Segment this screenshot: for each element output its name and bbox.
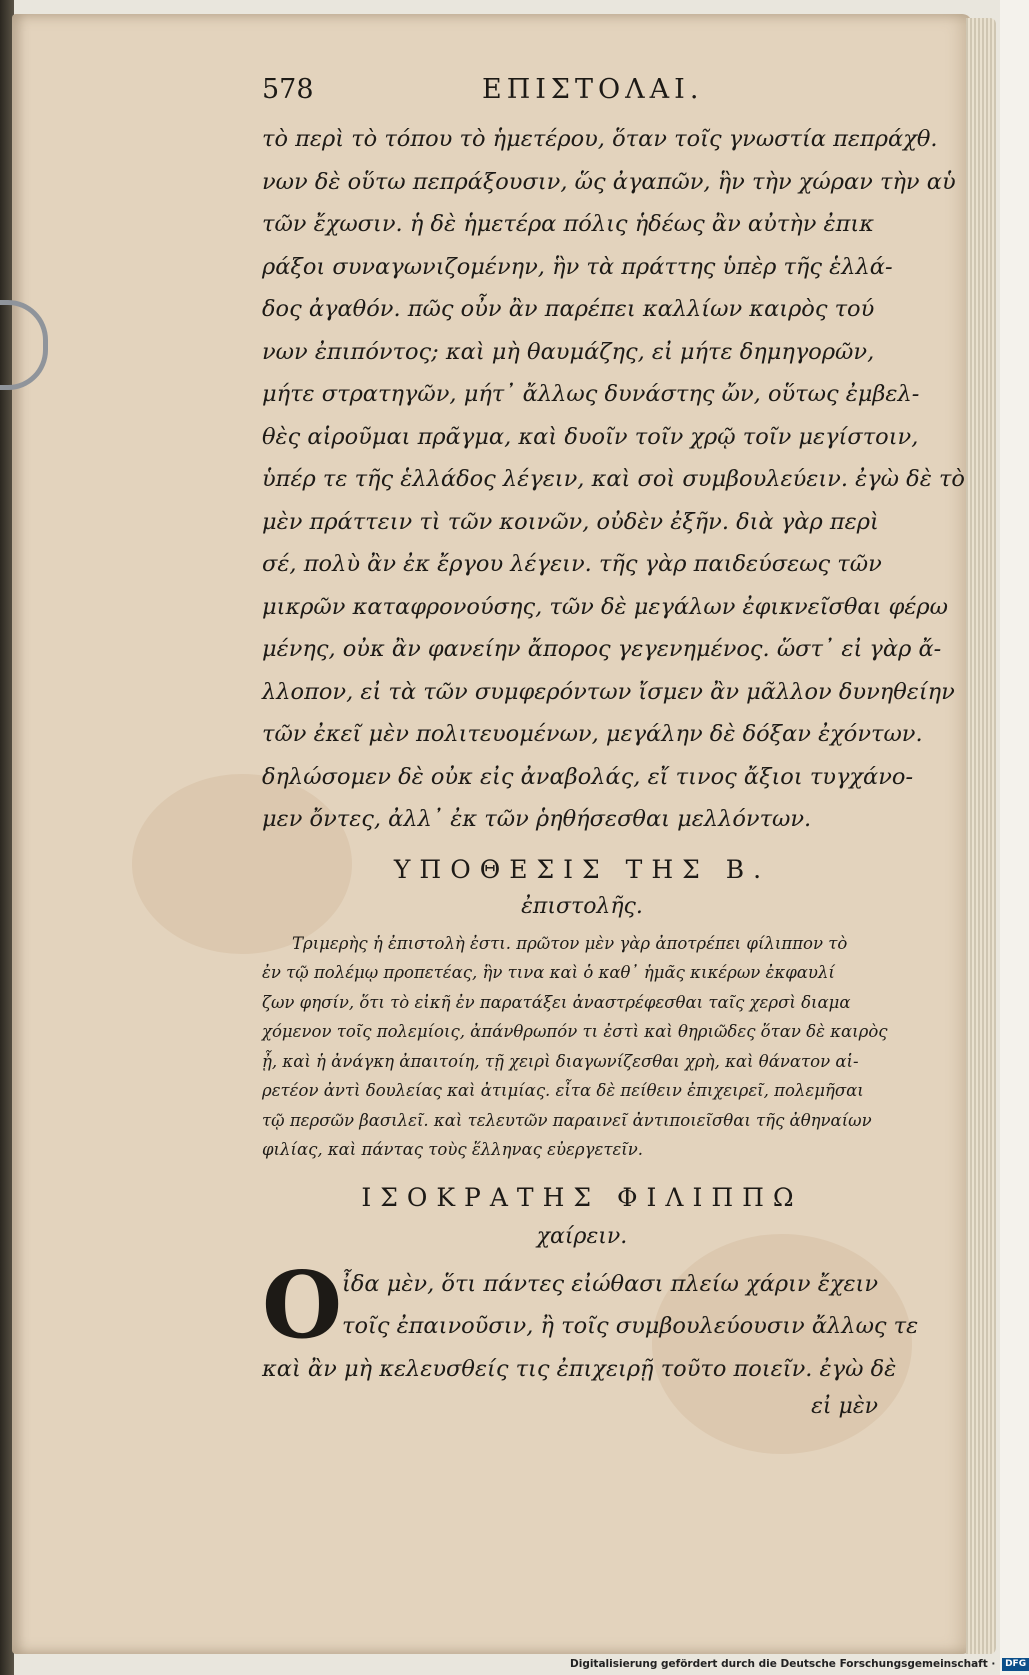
text-line: νων ἐπιπόντος; καὶ μὴ θαυμάζης, εἰ μήτε δημηγορῶν, xyxy=(262,338,875,365)
drop-cap: O xyxy=(262,1250,343,1359)
argument-line: Τριμερὴς ἡ ἐπιστολὴ ἐστι. πρῶτον μὲν γὰρ ἀποτρέπει φίλιππον τὸ xyxy=(292,933,848,953)
argument-heading: ΥΠΟΘΕΣΙΣ ΤΗΣ Β. xyxy=(393,854,771,884)
letter-line: καὶ ἂν μὴ κελευσθείς τις ἐπιχειρῇ τοῦτο ποιεῖν. ἐγὼ δὲ xyxy=(262,1355,897,1382)
text-line: μένης, οὐκ ἂν φανείην ἄπορος γεγενημένος. ὥστ᾽ εἰ γὰρ ἄ- xyxy=(262,636,942,662)
dfg-logo: DFG xyxy=(1002,1658,1029,1671)
letter-text xyxy=(262,1263,919,1391)
argument-line: τῷ περσῶν βασιλεῖ. καὶ τελευτῶν παραινεῖ ἀντιποιεῖσθαι τῆς ἀθηναίων xyxy=(262,1110,872,1130)
digitization-credit: Digitalisierung gefördert durch die Deutsche Forschungsgemeinschaft · DFG xyxy=(570,1654,998,1674)
argument-line: φιλίας, καὶ πάντας τοὺς ἕλληνας εὐεργετεῖν. xyxy=(262,1140,644,1159)
text-line: τῶν ἐκεῖ μὲν πολιτευομένων, μεγάλην δὲ δόξαν ἐχόντων. xyxy=(262,721,923,747)
argument-line: ρετέον ἀντὶ δουλείας καὶ ἀτιμίας. εἶτα δὲ πείθειν ἐπιχειρεῖ, πολεμῆσαι xyxy=(262,1081,864,1100)
text-line: τῶν ἔχωσιν. ἡ δὲ ἡμετέρα πόλις ἡδέως ἂν αὐτὴν ἐπικ xyxy=(262,211,874,237)
page-content xyxy=(262,72,965,1419)
text-line: λλοπον, εἰ τὰ τῶν συμφερόντων ἴσμεν ἂν μᾶλλον δυνηθείην xyxy=(262,678,955,705)
body-text xyxy=(262,118,965,841)
text-line: δηλώσομεν δὲ οὐκ εἰς ἀναβολάς, εἴ τινος ἄξιοι τυγχάνο- xyxy=(262,763,914,790)
argument-line: ζων φησίν, ὅτι τὸ εἰκῆ ἐν παρατάξει ἀναστρέφεσθαι ταῖς χερσὶ διαμα xyxy=(262,992,851,1012)
letter-heading: ΙΣΟΚΡΑΤΗΣ ΦΙΛΙΠΠΩ xyxy=(361,1182,803,1212)
letter-line: ἶδα μὲν, ὅτι πάντες εἰώθασι πλείω χάριν ἔχειν xyxy=(342,1270,879,1297)
text-line: δος ἀγαθόν. πῶς οὖν ἂν παρέπει καλλίων καιρὸς τού xyxy=(262,296,875,322)
text-line: μὲν πράττειν τὶ τῶν κοινῶν, οὐδὲν ἐξῆν. διὰ γὰρ περὶ xyxy=(262,508,879,535)
letter-line: τοῖς ἐπαινοῦσιν, ἢ τοῖς συμβουλεύουσιν ἄλλως τε xyxy=(342,1313,919,1339)
page-number: 578 xyxy=(262,74,314,105)
argument-text xyxy=(262,929,902,1165)
letter-greeting: χαίρειν. xyxy=(536,1223,628,1249)
text-line: ὑπέρ τε τῆς ἑλλάδος λέγειν, καὶ σοὶ συμβουλεύειν. ἐγὼ δὲ τὸ xyxy=(262,466,965,492)
catchword: εἰ μὲν xyxy=(811,1394,878,1419)
text-line: μήτε στρατηγῶν, μήτ᾽ ἄλλως δυνάστης ὤν, οὕτως ἐμβελ- xyxy=(262,381,920,407)
running-title: ΕΠΙΣΤΟΛΑΙ. xyxy=(482,74,704,105)
letter-body xyxy=(262,1250,919,1420)
text-line: μικρῶν καταφρονούσης, τῶν δὲ μεγάλων ἐφικνεῖσθαι φέρω xyxy=(262,593,948,620)
text-line: νων δὲ οὕτω πεπράξουσιν, ὥς ἀγαπῶν, ἣν τὴν χώραν τὴν αὑ xyxy=(262,168,956,195)
credit-text: Digitalisierung gefördert durch die Deutsche Forschungsgemeinschaft xyxy=(570,1658,988,1670)
argument-line: χόμενον τοῖς πολεμίοις, ἀπάνθρωπόν τι ἐστὶ καὶ θηριῶδες ὅταν δὲ καιρὸς xyxy=(262,1022,888,1041)
text-line: ράξοι συναγωνιζομένην, ἣν τὰ πράττης ὑπὲρ τῆς ἑλλά- xyxy=(262,253,893,280)
text-line: μεν ὄντες, ἀλλ᾽ ἐκ τῶν ῥηθήσεσθαι μελλόντων. xyxy=(262,806,812,832)
argument-line: ᾖ, καὶ ἡ ἀνάγκη ἀπαιτοίη, τῇ χειρὶ διαγωνίζεσθαι χρὴ, καὶ θάνατον αἱ- xyxy=(262,1051,859,1071)
running-head xyxy=(262,72,902,118)
text-line: θὲς αἱροῦμαι πρᾶγμα, καὶ δυοῖν τοῖν χρῷ τοῖν μεγίστοιν, xyxy=(262,423,919,450)
text-line: τὸ περὶ τὸ τόπου τὸ ἡμετέρου, ὅταν τοῖς γνωστία πεπράχθ. xyxy=(262,126,938,152)
argument-line: ἐν τῷ πολέμῳ προπετέας, ἣν τινα καὶ ὁ καθ᾽ ἡμᾶς κικέρων ἐκφαυλί xyxy=(262,963,835,982)
page-fore-edge xyxy=(966,18,996,1654)
argument-subheading: ἐπιστολῆς. xyxy=(521,893,643,919)
text-line: σέ, πολὺ ἂν ἐκ ἔργου λέγειν. τῆς γὰρ παιδεύσεως τῶν xyxy=(262,551,882,577)
